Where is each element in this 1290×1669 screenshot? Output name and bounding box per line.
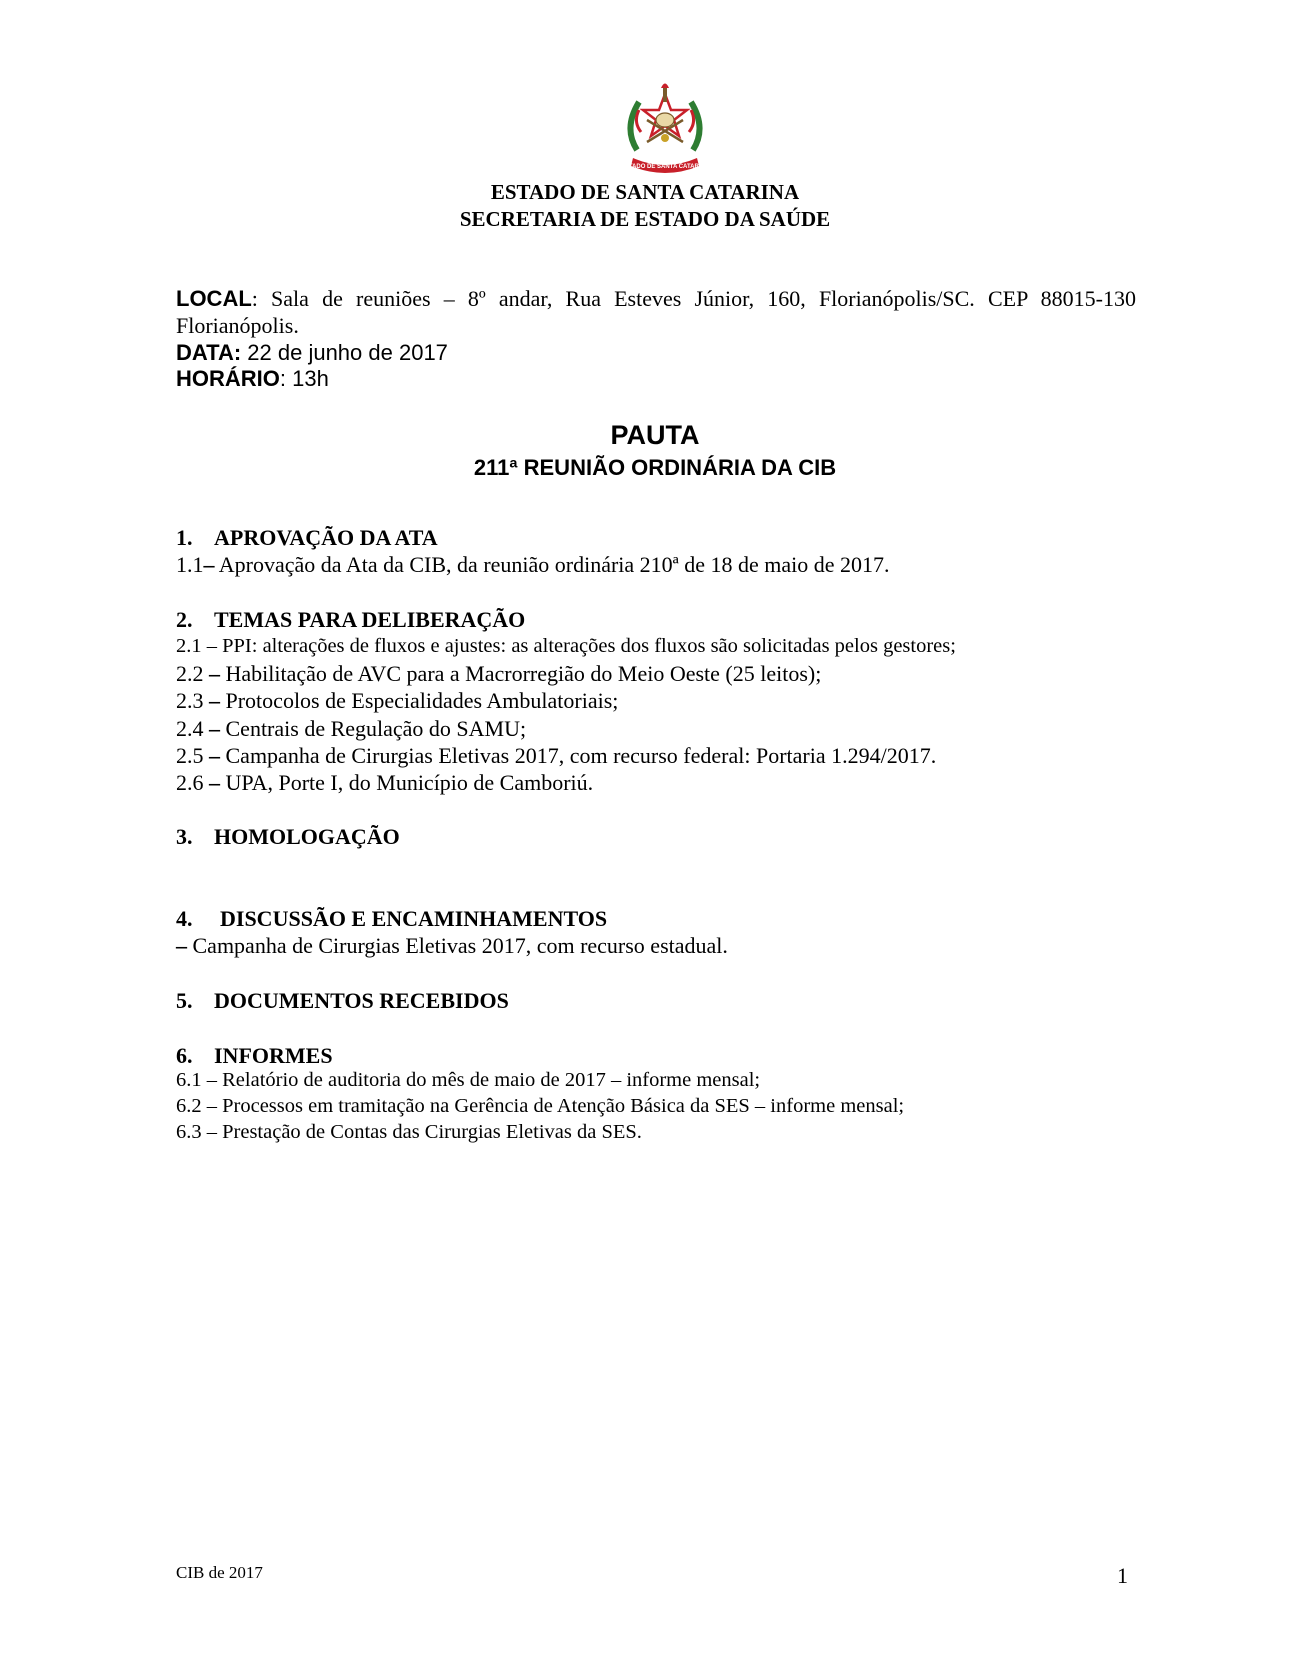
item-dash: – [206, 635, 217, 657]
item-dash: – [209, 716, 220, 741]
time-value: : 13h [279, 366, 329, 391]
list-item [176, 1069, 760, 1092]
list-item [176, 716, 526, 742]
list-item [176, 552, 890, 578]
item-number: 1.1 [176, 552, 204, 577]
item-dash: – [209, 661, 220, 686]
state-seal-icon [617, 80, 713, 176]
section-heading [176, 906, 607, 932]
footer-label: CIB de 2017 [176, 1563, 263, 1582]
list-item [176, 635, 956, 658]
item-text: Processos em tramitação na Gerência de Atenção Básica da SES – informe mensal; [217, 1095, 905, 1117]
list-item [176, 1121, 642, 1144]
section-number: 5. [176, 988, 193, 1013]
list-item [176, 1095, 904, 1118]
item-text: Campanha de Cirurgias Eletivas 2017, com recurso estadual. [187, 933, 728, 958]
item-dash: – [206, 1095, 217, 1117]
local-value: : Sala de reuniões – 8º andar, Rua Esteves Júnior, 160, Florianópolis/SC. CEP 88015-130 [251, 286, 1136, 311]
item-dash: – [203, 552, 215, 577]
item-number: 6.3 [176, 1121, 207, 1143]
list-item [176, 688, 618, 714]
item-text: Prestação de Contas das Cirurgias Eletivas da SES. [217, 1121, 642, 1143]
section-heading [176, 824, 400, 850]
item-number: 6.1 [176, 1069, 207, 1091]
header-secretariat: SECRETARIA DE ESTADO DA SAÚDE [459, 207, 831, 231]
section-heading [176, 1043, 333, 1069]
section-title: HOMOLOGAÇÃO [214, 824, 400, 849]
section-title: DISCUSSÃO E ENCAMINHAMENTOS [220, 906, 608, 931]
item-dash: – [209, 743, 220, 768]
agenda-subtitle: 211ª REUNIÃO ORDINÁRIA DA CIB [473, 455, 837, 480]
section-number: 4. [176, 906, 193, 931]
local-label: LOCAL [176, 286, 252, 311]
section-number: 3. [176, 824, 193, 849]
section-title: APROVAÇÃO DA ATA [214, 525, 438, 550]
date-value: 22 de junho de 2017 [241, 340, 448, 365]
page-number: 1 [1117, 1563, 1128, 1588]
seal-banner-text: ESTADO DE SANTA CATARINA [620, 164, 710, 170]
item-number: 2.6 [176, 770, 209, 795]
date-label: DATA: [176, 340, 242, 365]
section-heading [176, 525, 438, 551]
item-number: 2.1 [176, 635, 207, 657]
section-title: INFORMES [214, 1043, 333, 1068]
section-number: 6. [176, 1043, 193, 1068]
item-dash: – [209, 688, 220, 713]
item-text: Relatório de auditoria do mês de maio de 2017 – informe mensal; [217, 1069, 761, 1091]
item-dash: – [206, 1121, 217, 1143]
item-text: Habilitação de AVC para a Macrorregião do Meio Oeste (25 leitos); [220, 661, 822, 686]
item-text: Campanha de Cirurgias Eletivas 2017, com recurso federal: Portaria 1.294/2017. [220, 743, 937, 768]
section-heading [176, 988, 509, 1014]
time-label: HORÁRIO [176, 366, 280, 391]
item-dash: – [206, 1069, 217, 1091]
local-line [176, 286, 1136, 311]
item-number: 2.5 [176, 743, 209, 768]
item-number: 6.2 [176, 1095, 207, 1117]
item-text: Centrais de Regulação do SAMU; [220, 716, 527, 741]
item-text: PPI: alterações de fluxos e ajustes: as alterações dos fluxos são solicitadas pelos gestores; [217, 635, 956, 657]
section-number: 1. [176, 525, 193, 550]
agenda-title: PAUTA [610, 420, 700, 450]
item-text: Protocolos de Especialidades Ambulatoriais; [220, 688, 619, 713]
list-item [176, 933, 728, 959]
section-number: 2. [176, 607, 193, 632]
list-item [176, 743, 936, 769]
item-number: 2.2 [176, 661, 209, 686]
item-number: 2.4 [176, 716, 209, 741]
list-item [176, 661, 821, 687]
item-text: Aprovação da Ata da CIB, da reunião ordinária 210ª de 18 de maio de 2017. [214, 552, 890, 577]
list-item [176, 770, 593, 796]
date-line [176, 340, 1136, 365]
local-value-continued: Florianópolis. [176, 313, 299, 338]
time-line [176, 366, 1136, 391]
item-dash: – [209, 770, 220, 795]
item-number: 2.3 [176, 688, 209, 713]
header-state: ESTADO DE SANTA CATARINA [490, 180, 800, 204]
item-text: UPA, Porte I, do Município de Camboriú. [220, 770, 594, 795]
item-dash: – [176, 933, 187, 958]
section-title: TEMAS PARA DELIBERAÇÃO [214, 607, 526, 632]
section-heading [176, 607, 525, 633]
section-title: DOCUMENTOS RECEBIDOS [214, 988, 509, 1013]
